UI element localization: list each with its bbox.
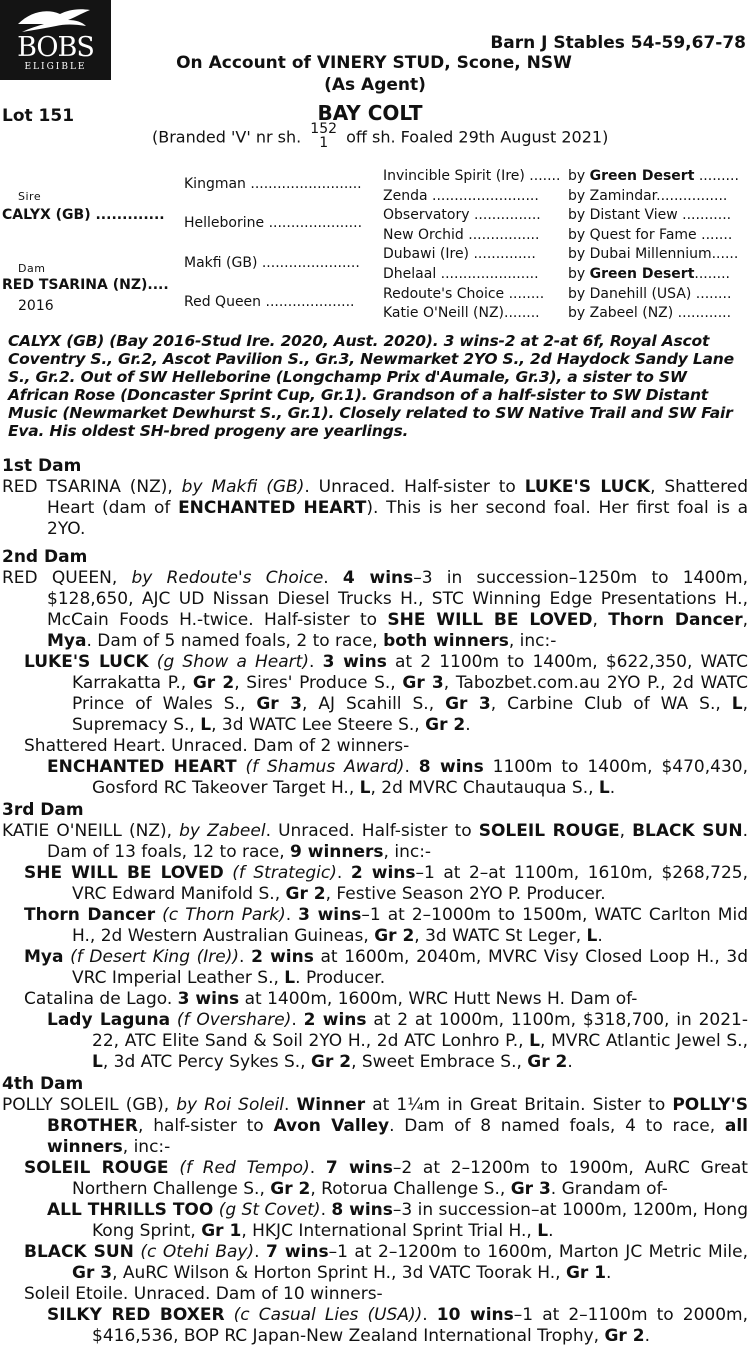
text-run: . Unraced. Half-sister to [304,477,525,497]
italic-text: (f Strategic) [223,863,337,883]
text-run: . [597,926,603,946]
bold-text: L [537,1221,549,1241]
bold-text: 8 wins [418,757,484,777]
text-run: at 1¼m in Great Britain. Sister to [365,1095,673,1115]
great-grandparent-name: Redoute's Choice ........ [383,285,545,302]
text-run: at 2 1100m to 1400m, $622,350, WATC Karrakatta P., [72,652,748,693]
text-run: , Festive Season 2YO P. Producer. [325,884,606,904]
bold-text: Winner [296,1095,366,1115]
text-run: Shattered Heart. Unraced. Dam of 2 winners- [24,736,410,756]
by-text: by Danehill (USA) [568,285,692,302]
bold-text: Thorn Dancer [608,610,743,630]
text-run: . [404,757,419,777]
produce-entry [2,947,748,989]
text-run: , 3d WATC Lee Steere S., [211,715,426,735]
bold-text: ENCHANTED HEART [47,757,237,777]
text-run: –2 at 2–1200m to 1900m, AuRC Great Northern Challenge S., [72,1158,748,1199]
text-run: . Producer. [295,968,386,988]
text-run: . [308,652,323,672]
dam-year: 2016 [18,298,54,314]
first-dam-text [2,477,748,540]
sire-header: Sire [18,190,42,203]
bold-text: L [92,1052,103,1072]
bold-text: L [529,1031,540,1051]
text-run: , [592,610,609,630]
grand-produce-entry [2,1010,748,1073]
great-grandparent-name: Zenda ........................ [383,187,539,204]
text-run: . [336,863,351,883]
great-great-grandsire [568,227,746,243]
italic-text: (f Shamus Award) [236,757,405,777]
bold-text: L [586,926,598,946]
text-run: , Carbine Club of WA S., [490,694,732,714]
leader-dots: ......... [694,168,739,184]
great-great-grandsire [568,266,746,282]
text-run: . [239,947,252,967]
bold-text: both winners [383,631,509,651]
text-run: , 3d ATC Percy Sykes S., [102,1052,311,1072]
by-text: by [568,266,590,282]
leader-dots: ...... [711,246,739,263]
horse-description: BAY COLT [317,101,423,125]
bold-text: L [284,968,296,988]
bold-text: 9 winners [290,842,384,862]
italic-text: (c Otehi Bay) [133,1242,255,1262]
text-run: . [254,1242,267,1262]
text-run: , Sires' Produce S., [234,673,403,693]
sire-summary: CALYX (GB) (Bay 2016-Stud Ire. 2020, Aust. 2020). 3 wins-2 at 2-at 6f, Royal Ascot Coventry S., Gr.2, Ascot Pavilion S., Gr.3, Newmarket 2YO S., 2d Haydock Sandy Lane S., Gr.2. Out of SW Helleborine (Longchamp Prix d'Aumale, Gr.3), a sister to SW African Rose (Doncaster Sprint Cup, Gr.1). Grandson of a half-sister to SW Distant Music (Newmarket Dewhurst S., Gr.1). Closely related to SW Native Trail and SW Fair Eva. His oldest SH-bred progeny are yearlings. [8,332,734,440]
great-great-grandsire [568,188,746,204]
vendor-agent: (As Agent) [324,75,426,95]
fourth-dam-section [2,1074,748,1347]
bold-text: 2 wins [350,863,416,883]
second-dam-produce [2,652,748,799]
grand-produce-entry [2,1200,748,1242]
text-run: . [323,568,343,588]
lot-number: Lot 151 [2,106,75,126]
bold-text: Gr 2 [310,1052,352,1072]
text-run: . [309,1158,326,1178]
bold-text: L [359,778,371,798]
sire-bold-name: Green Desert [589,266,695,282]
bold-text: 2 wins [251,947,314,967]
bold-text: Gr 1 [201,1221,242,1241]
text-run: –1 at 2–1200m to 1600m, Marton JC Metric Mile, [328,1242,749,1262]
produce-entry [2,652,748,736]
bold-text: 10 wins [436,1305,514,1325]
leader-dots: ................ [656,187,728,204]
bold-text: L [598,778,610,798]
bold-text: Gr 3 [72,1263,113,1283]
produce-entry [2,863,748,905]
brand-pre: (Branded 'V' nr sh. [152,127,302,147]
great-grandparent-name: New Orchid ................ [383,226,540,243]
italic-text: by Roi Soleil [176,1095,284,1115]
great-great-grandsire [568,286,746,302]
leader-dots: ........... [677,207,732,224]
italic-text: (f Red Tempo) [168,1158,310,1178]
logo-sub: ELIGIBLE [24,62,87,72]
text-run: . [606,1263,612,1283]
text-run: ). This is her second foal. Her first foal is a 2YO. [47,498,749,539]
brand-top: 152 [310,121,338,137]
bold-text: Gr 2 [425,715,466,735]
by-text: by Distant View [568,207,678,224]
third-dam-produce [2,863,748,1073]
text-run: –1 at 2–1100m to 2000m, $416,536, BOP RC Japan-New Zealand International Trophy, [92,1305,748,1346]
produce-entry [2,1158,748,1200]
great-grandparent-name: Katie O'Neill (NZ)........ [383,305,540,322]
sire-name: CALYX (GB) ............. [2,207,165,223]
bold-text: Gr 2 [192,673,235,693]
text-run: . [567,1052,573,1072]
leader-dots: ............ [673,305,732,322]
italic-text: (c Thorn Park) [155,905,286,925]
by-text: by Quest for Fame [568,226,697,243]
by-text: by Zamindar [568,187,657,204]
bold-text: 7 wins [325,1158,393,1178]
bold-text: 3 wins [322,652,387,672]
text-run: at 1600m, 2040m, MVRC Visy Closed Loop H., 3d VRC Imperial Leather S., [72,947,748,988]
text-run: , inc:- [383,842,432,862]
grand-produce-entry [2,757,748,799]
bold-text: SOLEIL ROUGE [478,821,620,841]
text-run: . Dam of 13 foals, 12 to race, [47,821,748,862]
bold-text: 3 wins [177,989,240,1009]
produce-entry [2,989,748,1010]
bold-text: Gr 1 [565,1263,607,1283]
text-run: , Shattered Heart (dam of [47,477,749,518]
text-run: , Supremacy S., [72,694,748,735]
bold-text: Gr 3 [402,673,444,693]
bold-text: SILKY RED BOXER [47,1305,225,1325]
bold-text: Gr 2 [527,1052,568,1072]
text-run: –1 at 2–at 1100m, 1610m, $268,725, VRC Edward Manifold S., [72,863,749,904]
text-run: . [465,715,471,735]
brand-bottom: 1 [319,135,329,151]
text-run: , Sweet Embrace S., [351,1052,528,1072]
dam-name: RED TSARINA (NZ).... [2,277,169,293]
italic-text: (f Overshare) [170,1010,292,1030]
leader-dots: ....... [696,226,733,243]
first-dam-section [2,456,748,540]
text-run: , AuRC Wilson & Horton Sprint H., 3d VATC Toorak H., [112,1263,566,1283]
bold-text: 8 wins [331,1200,393,1220]
bold-text: Avon Valley [273,1116,390,1136]
italic-text: by Zabeel [179,821,266,841]
produce-entry [2,1242,748,1284]
text-run: . [609,778,616,798]
sire-bold-name: Green Desert [589,168,695,184]
great-grandparent-name: Invincible Spirit (Ire) ....... [383,168,561,184]
bold-text: Mya [24,947,64,967]
section-heading: 4th Dam [2,1074,84,1094]
text-run: , MVRC Atlantic Jewel S., [540,1031,748,1051]
text-run: . Dam of 5 named foals, 2 to race, [86,631,384,651]
bold-text: 7 wins [266,1242,329,1262]
bold-text: Gr 2 [604,1326,645,1346]
bold-text: SHE WILL BE LOVED [24,863,224,883]
text-run: KATIE O'NEILL (NZ), [2,821,180,841]
italic-text: (f Desert King (Ire)) [63,947,240,967]
fourth-dam-produce [2,1158,748,1347]
section-heading: 2nd Dam [2,547,88,567]
italic-text: by Redoute's Choice [131,568,324,588]
text-run: –1 at 2–1000m to 1500m, WATC Carlton Mid H., 2d Western Australian Guineas, [72,905,748,946]
bold-text: LUKE'S LUCK [24,652,149,672]
text-run: , HKJC International Sprint Trial H., [241,1221,538,1241]
text-run: . [284,1095,297,1115]
great-grandparent-name: Dhelaal ...................... [383,266,539,282]
barn-location: Barn J Stables 54-59,67-78 [490,33,746,53]
logo-name: BOBS [17,32,94,63]
great-great-grandsire [568,168,746,184]
great-great-grandsire [568,305,746,321]
italic-text: (c Casual Lies (USA)) [224,1305,423,1325]
bold-text: BLACK SUN [24,1242,134,1262]
text-run: , AJ Scahill S., [302,694,446,714]
text-run: . Grandam of- [550,1179,668,1199]
text-run: RED QUEEN, [2,568,132,588]
italic-text: by Makfi (GB) [181,477,305,497]
grandparent-name: Kingman ......................... [184,176,362,192]
brand-foaled-line [152,121,609,151]
bold-text: Thorn Dancer [24,905,156,925]
text-run: . [285,905,299,925]
text-run: , Tabozbet.com.au 2YO P., 2d WATC Prince of Wales S., [72,673,748,714]
bold-text: Gr 2 [285,884,326,904]
italic-text: (g Show a Heart) [148,652,309,672]
text-run: . Unraced. Half-sister to [265,821,479,841]
bold-text: ENCHANTED HEART [178,498,367,518]
great-great-grandsire [568,246,746,262]
text-run: . [422,1305,437,1325]
great-great-grandsire [568,207,746,223]
bold-text: LUKE'S LUCK [524,477,651,497]
bold-text: Gr 2 [270,1179,311,1199]
grandparent-name: Makfi (GB) ...................... [184,255,360,271]
grandparent-name: Red Queen .................... [184,294,355,310]
text-run: . [644,1326,650,1346]
grand-produce-entry [2,1305,748,1347]
second-dam-section [2,547,748,799]
text-run: . Dam of 8 named foals, 4 to race, [389,1116,725,1136]
bold-text: Lady Laguna [47,1010,171,1030]
brand-fraction [310,122,337,150]
produce-entry [2,1284,748,1305]
text-run: at 1400m, 1600m, WRC Hutt News H. Dam of- [239,989,638,1009]
bold-text: Gr 3 [256,694,303,714]
produce-entry [2,736,748,757]
text-run: 1100m to 1400m, $470,430, Gosford RC Takeover Target H., [92,757,748,798]
text-run: Catalina de Lago. [24,989,178,1009]
bold-text: Mya [47,631,87,651]
third-dam-section [2,800,748,1073]
vendor-account: On Account of VINERY STUD, Scone, NSW [176,53,572,73]
leader-dots: ........ [694,266,731,282]
text-run: , inc:- [122,1137,171,1157]
text-run: RED TSARINA (NZ), [2,477,182,497]
dam-header: Dam [18,262,46,275]
great-grandparent-name: Observatory ............... [383,207,541,224]
text-run: . [320,1200,332,1220]
text-run: , 3d WATC St Leger, [414,926,587,946]
bold-text: 2 wins [303,1010,367,1030]
text-run: , [742,610,748,630]
text-run: , Rotorua Challenge S., [310,1179,511,1199]
eagle-icon [16,6,92,34]
bold-text: SHE WILL BE LOVED [387,610,593,630]
text-run: –3 in succession–at 1000m, 1200m, Hong Kong Sprint, [92,1200,748,1241]
bold-text: POLLY'S BROTHER [47,1095,749,1136]
italic-text: (g St Covet) [213,1200,321,1220]
by-text: by Dubai Millennium [568,246,712,263]
second-dam-text [2,568,748,652]
text-run: , 2d MVRC Chautauqua S., [370,778,599,798]
section-heading: 3rd Dam [2,800,84,820]
text-run: , inc:- [508,631,557,651]
bold-text: Gr 2 [374,926,415,946]
third-dam-text [2,821,748,863]
bold-text: SOLEIL ROUGE [24,1158,169,1178]
text-run: , half-sister to [138,1116,274,1136]
bold-text: 4 wins [342,568,414,588]
by-text: by [568,168,590,184]
text-run: POLLY SOLEIL (GB), [2,1095,177,1115]
bold-text: Gr 3 [510,1179,551,1199]
bold-text: L [200,715,212,735]
pedigree-table [0,168,750,326]
brand-post: off sh. Foaled 29th August 2021) [346,127,609,147]
great-grandparent-name: Dubawi (Ire) .............. [383,246,536,263]
leader-dots: ........ [691,285,732,302]
bold-text: Gr 3 [445,694,491,714]
section-heading: 1st Dam [2,456,82,476]
grandparent-name: Helleborine ..................... [184,215,363,231]
fourth-dam-text [2,1095,748,1158]
bold-text: BLACK SUN [632,821,743,841]
bold-text: ALL THRILLS TOO [47,1200,214,1220]
text-run: , [619,821,633,841]
text-run: Soleil Etoile. Unraced. Dam of 10 winners- [24,1284,383,1304]
bold-text: 3 wins [298,905,362,925]
by-text: by Zabeel (NZ) [568,305,674,322]
text-run: –3 in succession–1250m to 1400m, $128,650, AJC UD Nissan Diesel Trucks H., STC Winning Edge Presentations H., McCain Foods H.-twice. Half-sister to [47,568,748,630]
text-run: . [548,1221,554,1241]
produce-entry [2,905,748,947]
bold-text: all winners [47,1116,748,1157]
text-run: at 2 at 1000m, 1100m, $318,700, in 2021-22, ATC Elite Sand & Soil 2YO H., 2d ATC Lonhro P., [92,1010,748,1051]
bold-text: L [731,694,743,714]
text-run: . [291,1010,304,1030]
